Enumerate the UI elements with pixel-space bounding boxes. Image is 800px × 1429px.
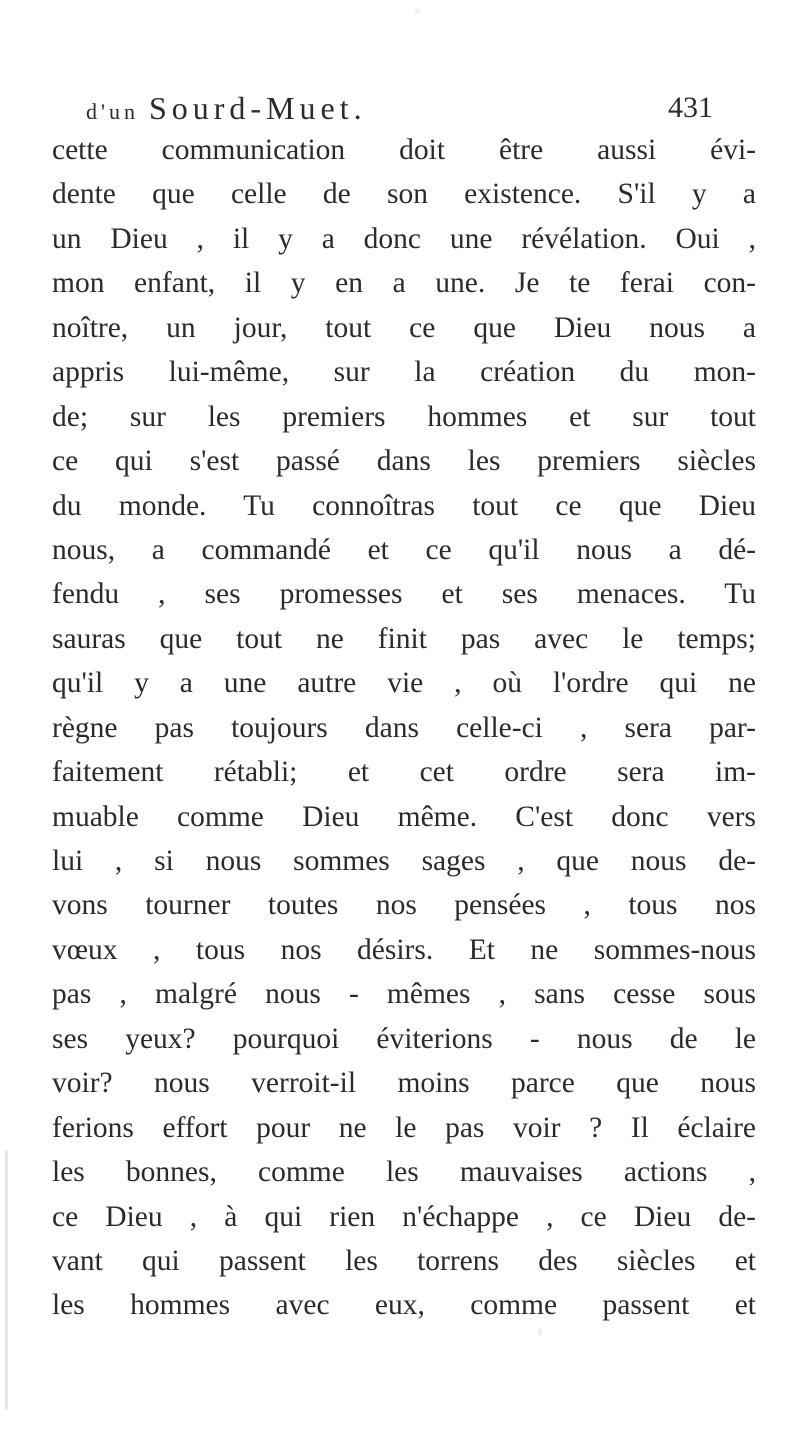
paper-speck bbox=[538, 1328, 542, 1336]
running-head-title-text: Sourd-Muet. bbox=[148, 90, 367, 126]
text-line: règne pas toujours dans celle-ci , sera par- bbox=[52, 711, 756, 744]
text-line: ce Dieu , à qui rien n'échappe , ce Dieu de- bbox=[52, 1200, 756, 1233]
text-line: de; sur les premiers hommes et sur tout bbox=[52, 400, 756, 433]
text-line: les bonnes, comme les mauvaises actions , bbox=[52, 1156, 756, 1189]
text-line: un Dieu , il y a donc une révélation. Oui , bbox=[52, 222, 756, 255]
text-line: cette communication doit être aussi évi- bbox=[52, 134, 756, 166]
text-line: faitement rétabli; et cet ordre sera im- bbox=[52, 756, 756, 789]
text-line: sauras que tout ne finit pas avec le temps; bbox=[52, 622, 756, 655]
paper-speck bbox=[5, 1150, 8, 1410]
text-line: qu'il y a une autre vie , où l'ordre qui ne bbox=[52, 667, 756, 700]
running-head bbox=[0, 86, 800, 130]
text-line: ferions effort pour ne le pas voir ? Il éclaire bbox=[52, 1111, 756, 1144]
text-line: vons tourner toutes nos pensées , tous nos bbox=[52, 889, 756, 922]
running-head-prefix: d'un bbox=[86, 99, 139, 124]
text-line: mon enfant, il y en a une. Je te ferai con- bbox=[52, 267, 756, 300]
text-line: vœux , tous nos désirs. Et ne sommes-nous bbox=[52, 933, 756, 966]
text-line: nous, a commandé et ce qu'il nous a dé- bbox=[52, 533, 756, 566]
text-line: muable comme Dieu même. C'est donc vers bbox=[52, 800, 756, 833]
text-line: du monde. Tu connoîtras tout ce que Dieu bbox=[52, 489, 756, 522]
text-line: appris lui-même, sur la création du mon- bbox=[52, 356, 756, 389]
running-head-title bbox=[86, 86, 367, 134]
text-line: voir? nous verroit-il moins parce que nous bbox=[52, 1067, 756, 1100]
text-line: noître, un jour, tout ce que Dieu nous a bbox=[52, 311, 756, 344]
text-line: ses yeux? pourquoi éviterions - nous de le bbox=[52, 1022, 756, 1055]
text-line: ce qui s'est passé dans les premiers siècles bbox=[52, 445, 756, 478]
text-line: lui , si nous sommes sages , que nous de- bbox=[52, 845, 756, 877]
body-text bbox=[52, 128, 756, 1328]
text-line: vant qui passent les torrens des siècles et bbox=[52, 1244, 756, 1277]
text-line: fendu , ses promesses et ses menaces. Tu bbox=[52, 578, 756, 611]
text-line: pas , malgré nous - mêmes , sans cesse sous bbox=[52, 978, 756, 1011]
paper-speck bbox=[415, 8, 420, 14]
text-line: les hommes avec eux, comme passent et bbox=[52, 1289, 756, 1322]
page-number: 431 bbox=[668, 91, 713, 124]
text-line: dente que celle de son existence. S'il y a bbox=[52, 178, 756, 211]
